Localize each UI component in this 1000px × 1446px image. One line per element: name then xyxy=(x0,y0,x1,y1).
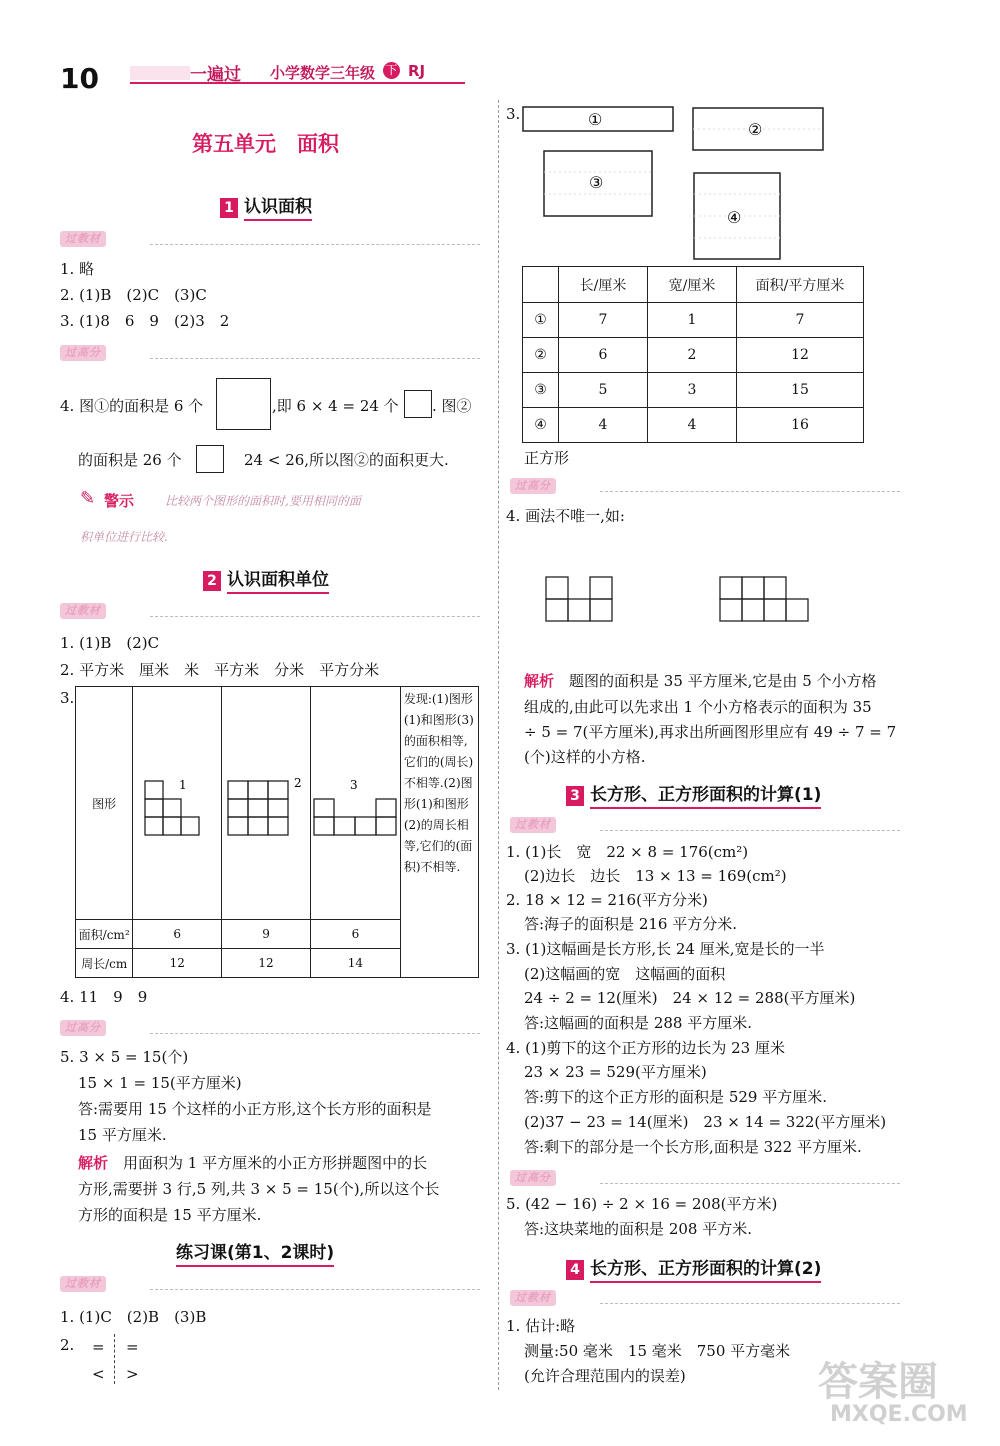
badge-guo-jiao-cai: 过教材 xyxy=(510,817,556,833)
figure-label: 1 xyxy=(179,777,187,792)
section-title: 认识面积单位 xyxy=(227,570,329,594)
header-cell xyxy=(523,267,559,303)
answer-line: 答:这块菜地的面积是 208 平方米. xyxy=(524,1220,752,1238)
section-number: 3 xyxy=(566,786,584,806)
section-title: 长方形、正方形面积的计算(1) xyxy=(590,785,821,809)
brand-logo: 一遍过 xyxy=(190,65,241,85)
answer-line: 2. (1)B (2)C (3)C xyxy=(60,286,207,304)
figure-cell xyxy=(310,687,400,920)
answer-line: 3. (1)这幅画是长方形,长 24 厘米,宽是长的一半 xyxy=(506,940,825,958)
badge-guo-jiao-cai: 过教材 xyxy=(60,1276,106,1292)
section-title: 长方形、正方形面积的计算(2) xyxy=(590,1259,821,1283)
badge-guo-gao-fen: 过高分 xyxy=(510,1170,556,1186)
area-value: 6 xyxy=(133,920,222,949)
column-divider xyxy=(498,100,499,1390)
answer-line: 15 平方厘米. xyxy=(78,1126,167,1144)
cell: 2 xyxy=(648,338,737,373)
analysis-label: 解析 xyxy=(524,672,555,690)
drawing-example-1 xyxy=(545,575,615,623)
section-2-heading xyxy=(203,565,329,591)
watermark-url: MXQE.COM xyxy=(830,1402,968,1427)
answer-line: 3. (1)8 6 9 (2)3 2 xyxy=(60,312,230,330)
answer-line: (允许合理范围内的误差) xyxy=(524,1367,686,1385)
cell: 7 xyxy=(737,303,864,338)
shape-4 xyxy=(693,172,781,260)
answer-line: 答:剩下的部分是一个长方形,面积是 322 平方厘米. xyxy=(524,1138,862,1156)
shape-label: ③ xyxy=(589,173,604,192)
section-title: 认识面积 xyxy=(244,197,312,221)
row-label: 面积/cm² xyxy=(76,920,133,949)
drawing-example-2 xyxy=(719,575,811,623)
answer-line: (2)37 − 23 = 14(厘米) 23 × 14 = 322(平方厘米) xyxy=(524,1113,887,1131)
term-badge: 下 xyxy=(383,62,400,79)
compare-sign: = xyxy=(126,1338,139,1356)
table-row xyxy=(523,338,864,373)
analysis-label: 解析 xyxy=(78,1154,109,1172)
figure-3 xyxy=(312,767,398,837)
divider xyxy=(150,616,480,617)
question-number: 2. xyxy=(60,1336,75,1354)
practice-heading xyxy=(176,1238,334,1263)
shape-1 xyxy=(522,106,674,132)
badge-guo-gao-fen: 过高分 xyxy=(510,478,556,494)
small-square-unit xyxy=(404,390,432,418)
analysis-text: 用面积为 1 平方厘米的小正方形拼题图中的长 xyxy=(123,1154,428,1172)
header-cell: 宽/厘米 xyxy=(648,267,737,303)
cell: 4 xyxy=(559,408,648,443)
cell: ① xyxy=(523,303,559,338)
cell: 5 xyxy=(559,373,648,408)
page-number: 10 xyxy=(60,62,99,95)
shape-label: ② xyxy=(748,120,763,139)
answer-line: ,即 6 × 4 = 24 个 xyxy=(272,397,399,415)
row-label: 周长/cm xyxy=(76,949,133,978)
divider xyxy=(114,1334,115,1384)
shape-3 xyxy=(543,150,653,217)
cell: 15 xyxy=(737,373,864,408)
small-square-unit xyxy=(196,445,224,473)
cell: 16 xyxy=(737,408,864,443)
answer-line: 4. 图①的面积是 6 个 xyxy=(60,397,204,415)
answer-line: 15 × 1 = 15(平方厘米) xyxy=(78,1074,242,1092)
divider xyxy=(600,1303,900,1304)
divider xyxy=(150,1033,480,1034)
shapes-table xyxy=(75,686,479,978)
answer-line: 测量:50 毫米 15 毫米 750 平方毫米 xyxy=(524,1342,791,1360)
cell: ③ xyxy=(523,373,559,408)
figure-2 xyxy=(226,767,306,837)
answer-line: 1. (1)C (2)B (3)B xyxy=(60,1308,207,1326)
perimeter-value: 12 xyxy=(133,949,222,978)
answer-line: 答:这幅画的面积是 288 平方厘米. xyxy=(524,1014,752,1032)
header-edition: RJ xyxy=(408,62,426,80)
table-row xyxy=(523,303,864,338)
row-label: 图形 xyxy=(76,687,133,920)
divider xyxy=(600,491,900,492)
compare-sign: < xyxy=(92,1365,105,1383)
badge-guo-jiao-cai: 过教材 xyxy=(60,603,106,619)
badge-guo-jiao-cai: 过教材 xyxy=(60,231,106,247)
answer-line: 5. 3 × 5 = 15(个) xyxy=(60,1048,189,1066)
analysis-text: 题图的面积是 35 平方厘米,它是由 5 个小方格 xyxy=(569,672,877,690)
analysis-line: (个)这样的小方格. xyxy=(524,748,646,766)
area-value: 6 xyxy=(310,920,400,949)
unit-title: 第五单元 面积 xyxy=(192,132,339,156)
answer-line: 的面积是 26 个 xyxy=(78,451,182,469)
figure-label: 3 xyxy=(350,777,359,792)
analysis-line: ÷ 5 = 7(平方厘米),再求出所画图形里应有 49 ÷ 7 = 7 xyxy=(524,723,897,741)
shape-2 xyxy=(692,107,824,151)
cell: ④ xyxy=(523,408,559,443)
shape-label: ④ xyxy=(727,208,742,227)
shape-label: ① xyxy=(588,110,603,129)
answer-line: 1. 估计:略 xyxy=(506,1317,576,1335)
figure-cell xyxy=(133,687,222,920)
warning-text: 比较两个图形的面积时,要用相同的面 xyxy=(165,494,361,508)
section-number: 1 xyxy=(220,198,238,218)
answer-line: 4. 画法不唯一,如: xyxy=(506,507,625,525)
figure-1 xyxy=(137,767,217,837)
cell: 3 xyxy=(648,373,737,408)
analysis-line xyxy=(524,671,877,691)
answer-line: (2)这幅画的宽 这幅画的面积 xyxy=(524,965,726,983)
answer-line: 24 ÷ 2 = 12(厘米) 24 × 12 = 288(平方厘米) xyxy=(524,989,856,1007)
section-3-heading xyxy=(566,780,821,806)
answer-line: . 图② xyxy=(432,397,472,415)
answer-line: 正方形 xyxy=(524,449,570,467)
question-number: 3. xyxy=(60,689,75,707)
perimeter-value: 12 xyxy=(222,949,311,978)
question-number: 3. xyxy=(506,105,521,123)
section-1-heading xyxy=(220,192,312,218)
cell: 7 xyxy=(559,303,648,338)
warning-label: 警示 xyxy=(104,492,135,510)
answer-line: 2. 18 × 12 = 216(平方分米) xyxy=(506,891,708,909)
practice-title: 练习课(第1、2课时) xyxy=(176,1243,334,1267)
answer-line: 23 × 23 = 529(平方厘米) xyxy=(524,1063,707,1081)
warning-text: 积单位进行比较. xyxy=(80,530,168,544)
large-square-unit xyxy=(216,378,271,430)
answer-line: 24 < 26,所以图②的面积更大. xyxy=(244,451,449,469)
badge-guo-gao-fen: 过高分 xyxy=(60,1020,106,1036)
cell: 6 xyxy=(559,338,648,373)
area-value: 9 xyxy=(222,920,311,949)
page-header xyxy=(130,60,470,84)
divider xyxy=(150,358,480,359)
answer-line: 答:海子的面积是 216 平方分米. xyxy=(524,915,737,933)
answer-line: 1. 略 xyxy=(60,260,95,278)
answer-line: 4. 11 9 9 xyxy=(60,988,148,1006)
answer-line: 2. 平方米 厘米 米 平方米 分米 平方分米 xyxy=(60,661,380,679)
warning-icon: ✎ xyxy=(80,488,96,509)
answer-line: 答:剪下的这个正方形的面积是 529 平方厘米. xyxy=(524,1088,827,1106)
answer-line: (2)边长 边长 13 × 13 = 169(cm²) xyxy=(524,867,787,885)
divider xyxy=(600,830,900,831)
cell: 1 xyxy=(648,303,737,338)
analysis-line xyxy=(78,1153,427,1173)
answer-line: 答:需要用 15 个这样的小正方形,这个长方形的面积是 xyxy=(78,1100,432,1118)
table-row xyxy=(523,373,864,408)
discovery-note: 发现:(1)图形(1)和图形(3)的面积相等,它们的(周长)不相等.(2)图形(1)和图形(2)的周长相等,它们的(面积)不相等. xyxy=(400,687,478,978)
dimensions-table xyxy=(522,266,864,443)
answer-line: 1. (1)长 宽 22 × 8 = 176(cm²) xyxy=(506,843,749,861)
answer-line: 1. (1)B (2)C xyxy=(60,634,160,652)
perimeter-value: 14 xyxy=(310,949,400,978)
divider xyxy=(150,244,480,245)
badge-guo-gao-fen: 过高分 xyxy=(60,345,106,361)
divider xyxy=(600,1183,900,1184)
section-number: 4 xyxy=(566,1260,584,1280)
answer-line: 4. (1)剪下的这个正方形的边长为 23 厘米 xyxy=(506,1039,785,1057)
answer-line: 5. (42 − 16) ÷ 2 × 16 = 208(平方米) xyxy=(506,1195,778,1213)
analysis-line: 方形的面积是 15 平方厘米. xyxy=(78,1206,262,1224)
header-subject: 小学数学三年级 xyxy=(270,64,376,82)
figure-label: 2 xyxy=(294,775,302,790)
cell: 4 xyxy=(648,408,737,443)
section-number: 2 xyxy=(203,571,221,591)
header-cell: 面积/平方厘米 xyxy=(737,267,864,303)
compare-sign: > xyxy=(126,1365,139,1383)
cell: 12 xyxy=(737,338,864,373)
analysis-line: 组成的,由此可以先求出 1 个小方格表示的面积为 35 xyxy=(524,698,872,716)
cell: ② xyxy=(523,338,559,373)
divider xyxy=(150,1289,480,1290)
section-4-heading xyxy=(566,1254,821,1280)
header-cell: 长/厘米 xyxy=(559,267,648,303)
figure-cell xyxy=(222,687,311,920)
compare-sign: = xyxy=(92,1338,105,1356)
table-row xyxy=(523,408,864,443)
badge-guo-jiao-cai: 过教材 xyxy=(510,1290,556,1306)
analysis-line: 方形,需要拼 3 行,5 列,共 3 × 5 = 15(个),所以这个长 xyxy=(78,1180,440,1198)
watermark-logo: 答案圈 xyxy=(818,1359,938,1405)
